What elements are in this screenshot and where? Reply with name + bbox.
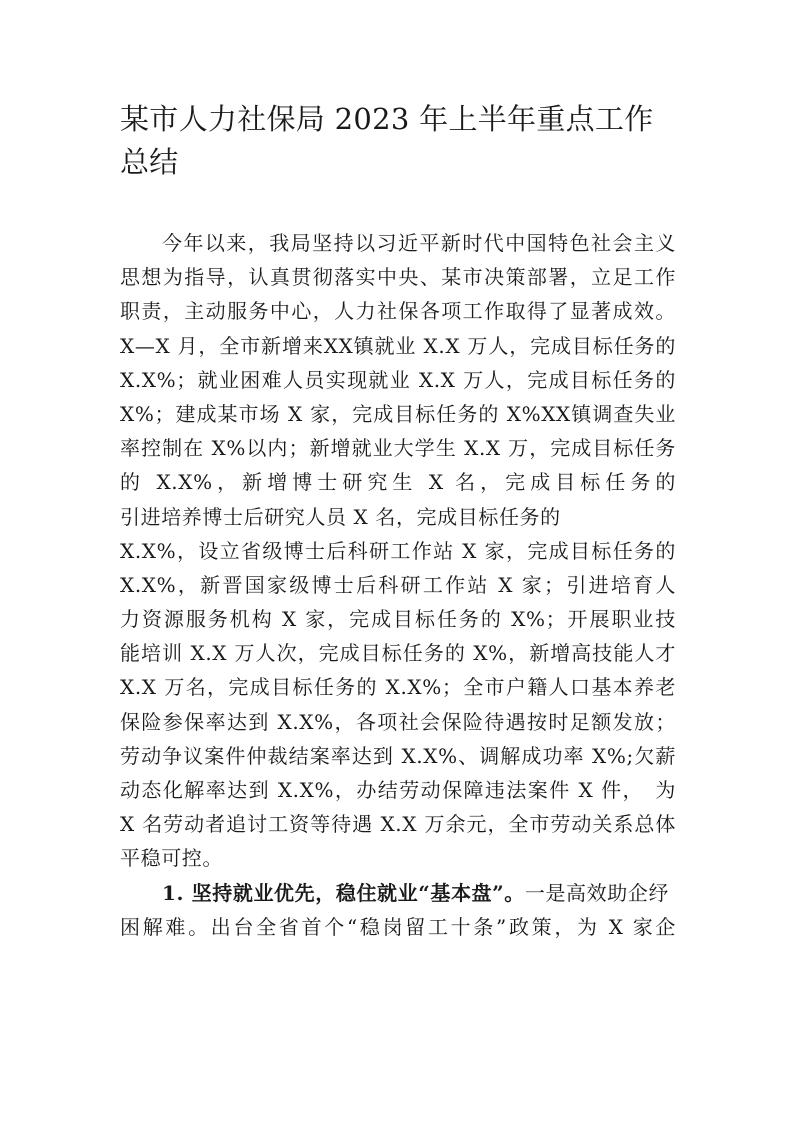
paragraph-line: 思想为指导，认真贯彻落实中央、某市决策部署，立足工作	[120, 265, 676, 290]
section-1-text: 一是高效助企纾	[524, 880, 670, 905]
paragraph-line: X.X 万名，完成目标任务的 X.X%；全市户籍人口基本养老	[120, 675, 676, 700]
document-title: 某市人力社保局 2023 年上半年重点工作总结	[120, 102, 654, 179]
paragraph-line: 保险参保率达到 X.X%，各项社会保险待遇按时足额发放；	[120, 709, 676, 734]
paragraph-line: X 名劳动者追讨工资等待遇 X.X 万余元，全市劳动关系总体	[120, 812, 676, 837]
section-1-heading: 1. 坚持就业优先，稳住就业“基本盘”。	[162, 880, 525, 905]
paragraph-line: X.X%，新晋国家级博士后科研工作站 X 家；引进培育人	[120, 572, 676, 597]
paragraph-line: 的 X.X%，新增博士研究生 X 名，完成目标任务的	[120, 470, 676, 495]
paragraph-line: 动态化解率达到 X.X%，办结劳动保障违法案件 X 件， 为	[120, 778, 676, 803]
paragraph-line: X%；建成某市场 X 家，完成目标任务的 X%XX镇调查失业	[120, 401, 676, 426]
document-body	[120, 226, 676, 944]
paragraph-line: 劳动争议案件仲裁结案率达到 X.X%、调解成功率 X%;欠薪	[120, 743, 676, 768]
section-1-line	[120, 876, 676, 910]
section-1-line: 困解难。出台全省首个“稳岗留工十条”政策，为 X 家企	[120, 914, 676, 939]
paragraph-line: 职责，主动服务中心，人力社保各项工作取得了显著成效。	[120, 299, 676, 324]
paragraph-line: X.X%，设立省级博士后科研工作站 X 家，完成目标任务的	[120, 538, 676, 563]
paragraph-line: X—X 月，全市新增来XX镇就业 X.X 万人，完成目标任务的	[120, 333, 676, 358]
paragraph-line: 率控制在 X%以内；新增就业大学生 X.X 万，完成目标任务	[120, 436, 676, 461]
paragraph-line: 平稳可控。	[120, 846, 223, 871]
paragraph-line: 能培训 X.X 万人次，完成目标任务的 X%，新增高技能人才	[120, 641, 676, 666]
paragraph-line: X.X%；就业困难人员实现就业 X.X 万人，完成目标任务的	[120, 367, 676, 392]
paragraph-line: 今年以来，我局坚持以习近平新时代中国特色社会主义	[162, 231, 676, 255]
paragraph-line: 引进培养博士后研究人员 X 名，完成目标任务的	[120, 504, 561, 529]
paragraph-line: 力资源服务机构 X 家，完成目标任务的 X%；开展职业技	[120, 607, 676, 632]
